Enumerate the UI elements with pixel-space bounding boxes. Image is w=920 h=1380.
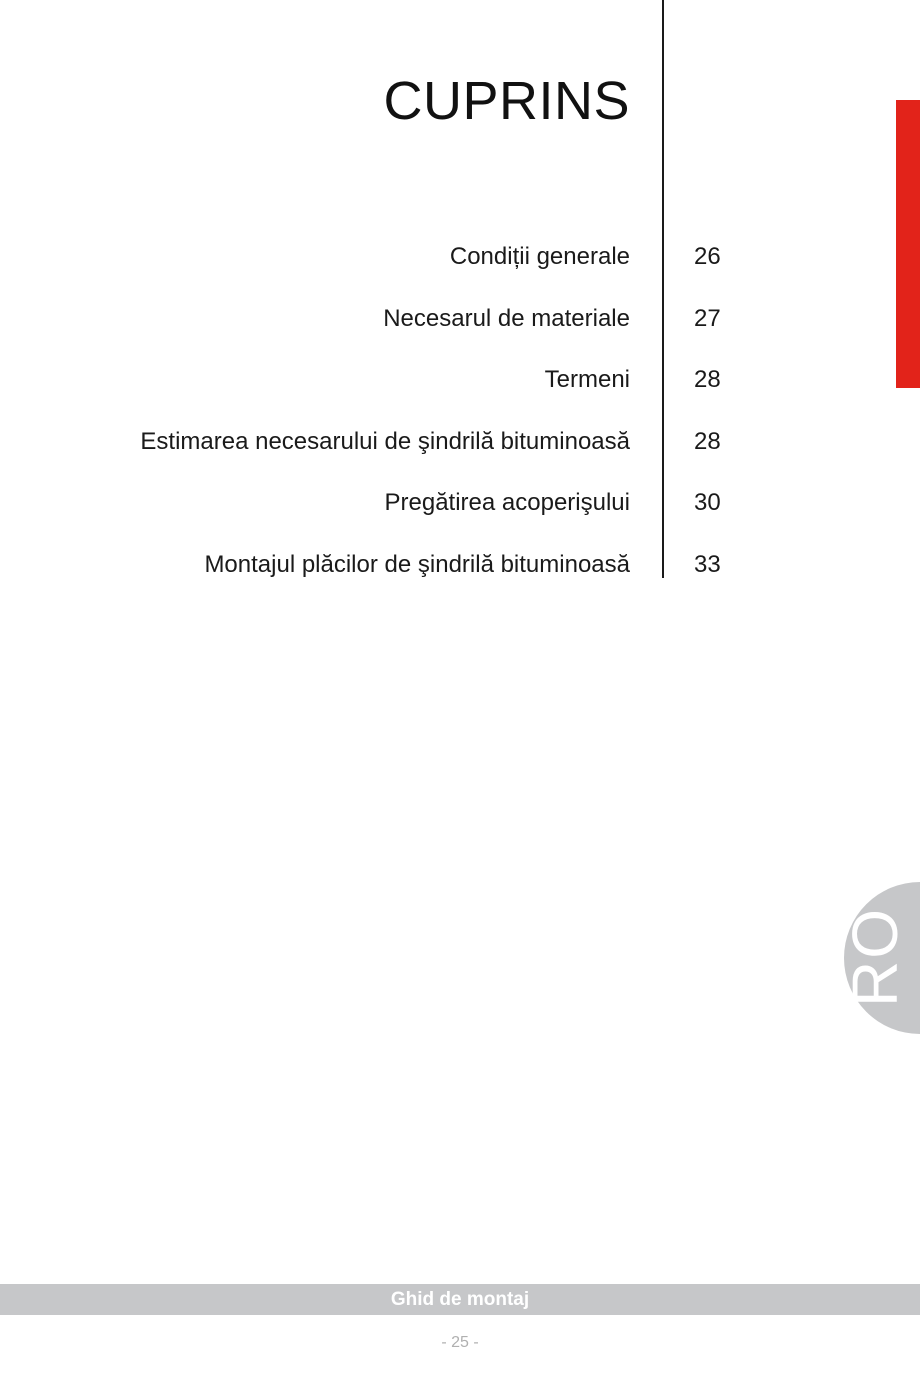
toc-entry-page: 26 bbox=[694, 243, 721, 270]
toc-entry-page: 33 bbox=[694, 550, 721, 578]
toc-entry[interactable] bbox=[0, 298, 920, 360]
toc-entry-label: Montajul plăcilor de şindrilă bituminoasă bbox=[204, 550, 630, 578]
section-color-tab bbox=[896, 100, 920, 388]
toc-entry[interactable] bbox=[0, 359, 920, 421]
toc-entry-label: Pregătirea acoperişului bbox=[384, 489, 630, 517]
toc-entry[interactable] bbox=[0, 236, 920, 298]
toc-entry[interactable] bbox=[0, 482, 920, 544]
table-of-contents bbox=[0, 236, 920, 606]
toc-entry-label: Necesarul de materiale bbox=[383, 304, 630, 332]
toc-entry-page: 30 bbox=[694, 489, 721, 517]
page-number: - 25 - bbox=[441, 1334, 479, 1351]
toc-entry-label: Termeni bbox=[544, 366, 630, 394]
toc-entry-page: 27 bbox=[694, 304, 721, 332]
footer-title: Ghid de montaj bbox=[390, 1289, 530, 1310]
language-tab-label: RO bbox=[839, 907, 911, 1007]
toc-entry[interactable] bbox=[0, 421, 920, 483]
page-title: CUPRINS bbox=[383, 71, 630, 131]
toc-entry-label: Estimarea necesarului de şindrilă bituminoasă bbox=[140, 427, 630, 455]
toc-entry[interactable] bbox=[0, 544, 920, 606]
toc-entry-page: 28 bbox=[694, 366, 721, 394]
toc-entry-page: 28 bbox=[694, 427, 721, 455]
toc-entry-label: Condiții generale bbox=[449, 243, 630, 270]
